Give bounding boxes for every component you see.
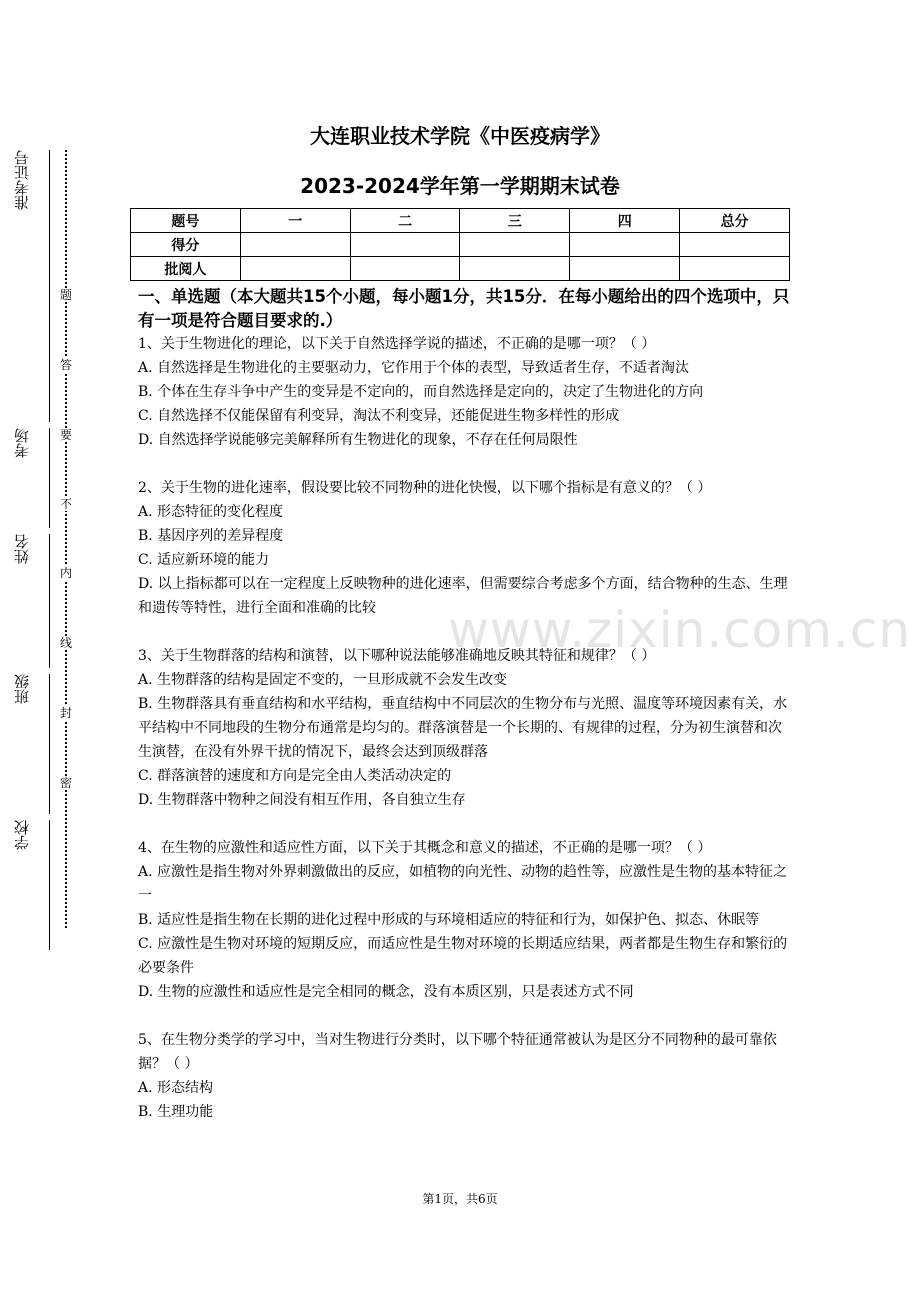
seal-char: 密 [57, 776, 75, 790]
score-cell[interactable] [460, 233, 570, 257]
question-stem: 2、关于生物的进化速率，假设要比较不同物种的进化快慢，以下哪个指标是有意义的？（ ） [138, 480, 712, 496]
class-label: 班级 [13, 674, 31, 704]
student-name-label: 姓名 [13, 534, 31, 564]
score-cell[interactable] [570, 233, 680, 257]
grader-row [131, 257, 790, 281]
option-b[interactable]: B. 个体在生存斗争中产生的变异是不定向的，而自然选择是定向的，决定了生物进化的方向 [138, 384, 704, 400]
option-c[interactable]: C. 应激性是生物对环境的短期反应，而适应性是生物对环境的长期适应结果，两者都是生物生存和繁衍的必要条件 [138, 936, 788, 976]
score-table-header [131, 209, 790, 233]
option-b[interactable]: B. 生理功能 [138, 1104, 214, 1120]
grader-cell[interactable] [240, 257, 350, 281]
option-d[interactable]: D. 生物群落中物种之间没有相互作用，各自独立生存 [138, 792, 466, 808]
column-header: 三 [460, 209, 570, 233]
column-header: 四 [570, 209, 680, 233]
grader-cell[interactable] [460, 257, 570, 281]
exam-number-label: 准考证号 [13, 150, 31, 210]
option-d[interactable]: D. 自然选择学说能够完美解释所有生物进化的现象，不存在任何局限性 [138, 432, 578, 448]
seal-char: 答 [57, 358, 75, 372]
question-4 [138, 836, 790, 1004]
exam-title: 大连职业技术学院《中医疫病学》 [310, 124, 610, 148]
watermark: www.zixin.com.cn [448, 601, 912, 659]
question-stem: 1、关于生物进化的理论，以下关于自然选择学说的描述，不正确的是哪一项？（ ） [138, 336, 656, 352]
school-field [12, 820, 50, 950]
section-heading: 一、单选题（本大题共15个小题，每小题1分，共15分．在每小题给出的四个选项中，只有一项是符合题目要求的.） [138, 287, 790, 330]
option-a[interactable]: A. 形态结构 [138, 1080, 214, 1096]
seal-char: 不 [57, 497, 75, 511]
option-a[interactable]: A. 生物群落的结构是固定不变的，一旦形成就不会发生改变 [138, 672, 508, 688]
option-c[interactable]: C. 自然选择不仅能保留有利变异，淘汰不利变异，还能促进生物多样性的形成 [138, 408, 620, 424]
grader-cell[interactable] [350, 257, 460, 281]
option-b[interactable]: B. 生物群落具有垂直结构和水平结构，垂直结构中不同层次的生物分布与光照、温度等环境因素有关，水平结构中不同地段的生物分布通常是均匀的。群落演替是一个长期的、有规律的过程，分为初生演替和次生演替，在没有外界干扰的情况下，最终会达到顶级群落 [138, 696, 788, 760]
question-2 [138, 476, 790, 620]
column-header: 一 [240, 209, 350, 233]
option-b[interactable]: B. 适应性是指生物在长期的进化过程中形成的与环境相适应的特征和行为，如保护色、拟态、休眠等 [138, 912, 760, 928]
seal-char: 内 [57, 566, 75, 580]
seal-char: 封 [57, 706, 75, 720]
question-list [138, 332, 790, 1148]
question-stem: 5、在生物分类学的学习中，当对生物进行分类时，以下哪个特征通常被认为是区分不同物种的最可靠依据？（ ） [138, 1032, 777, 1072]
option-a[interactable]: A. 自然选择是生物进化的主要驱动力，它作用于个体的表型，导致适者生存，不适者淘汰 [138, 360, 690, 376]
option-b[interactable]: B. 基因序列的差异程度 [138, 528, 284, 544]
exam-subtitle: 2023-2024学年第一学期期末试卷 [300, 174, 620, 198]
grader-cell[interactable] [570, 257, 680, 281]
school-label: 学校 [13, 820, 31, 850]
class-field [12, 674, 50, 814]
option-a[interactable]: A. 形态特征的变化程度 [138, 504, 284, 520]
question-3 [138, 644, 790, 812]
option-d[interactable]: D. 以上指标都可以在一定程度上反映物种的进化速率，但需要综合考虑多个方面，结合物种的生态、生理和遗传等特性，进行全面和准确的比较 [138, 576, 788, 616]
score-table [130, 208, 790, 281]
option-a[interactable]: A. 应激性是指生物对外界刺激做出的反应，如植物的向光性、动物的趋性等，应激性是生物的基本特征之一 [138, 864, 788, 904]
score-row [131, 233, 790, 257]
question-1 [138, 332, 790, 452]
question-5 [138, 1028, 790, 1124]
option-c[interactable]: C. 群落演替的速度和方向是完全由人类活动决定的 [138, 768, 452, 784]
row-label-score: 得分 [131, 233, 241, 257]
column-header: 二 [350, 209, 460, 233]
student-name-field [12, 534, 50, 668]
grader-cell[interactable] [680, 257, 790, 281]
exam-number-field [12, 150, 50, 422]
column-header: 题号 [131, 209, 241, 233]
seal-char: 线 [57, 636, 75, 650]
question-stem: 4、在生物的应激性和适应性方面，以下关于其概念和意义的描述，不正确的是哪一项？（ ） [138, 840, 712, 856]
exam-room-field [12, 428, 50, 528]
question-stem: 3、关于生物群落的结构和演替，以下哪种说法能够准确地反映其特征和规律？（ ） [138, 648, 656, 664]
seal-dotted-line [65, 150, 67, 928]
seal-char: 要 [57, 428, 75, 442]
score-cell[interactable] [350, 233, 460, 257]
score-cell[interactable] [680, 233, 790, 257]
score-cell[interactable] [240, 233, 350, 257]
page-footer: 第1页，共6页 [422, 1192, 498, 1206]
column-header: 总分 [680, 209, 790, 233]
seal-char: 题 [57, 288, 75, 302]
exam-room-label: 考场 [13, 428, 31, 458]
option-c[interactable]: C. 适应新环境的能力 [138, 552, 270, 568]
option-d[interactable]: D. 生物的应激性和适应性是完全相同的概念，没有本质区别，只是表述方式不同 [138, 984, 634, 1000]
row-label-grader: 批阅人 [131, 257, 241, 281]
